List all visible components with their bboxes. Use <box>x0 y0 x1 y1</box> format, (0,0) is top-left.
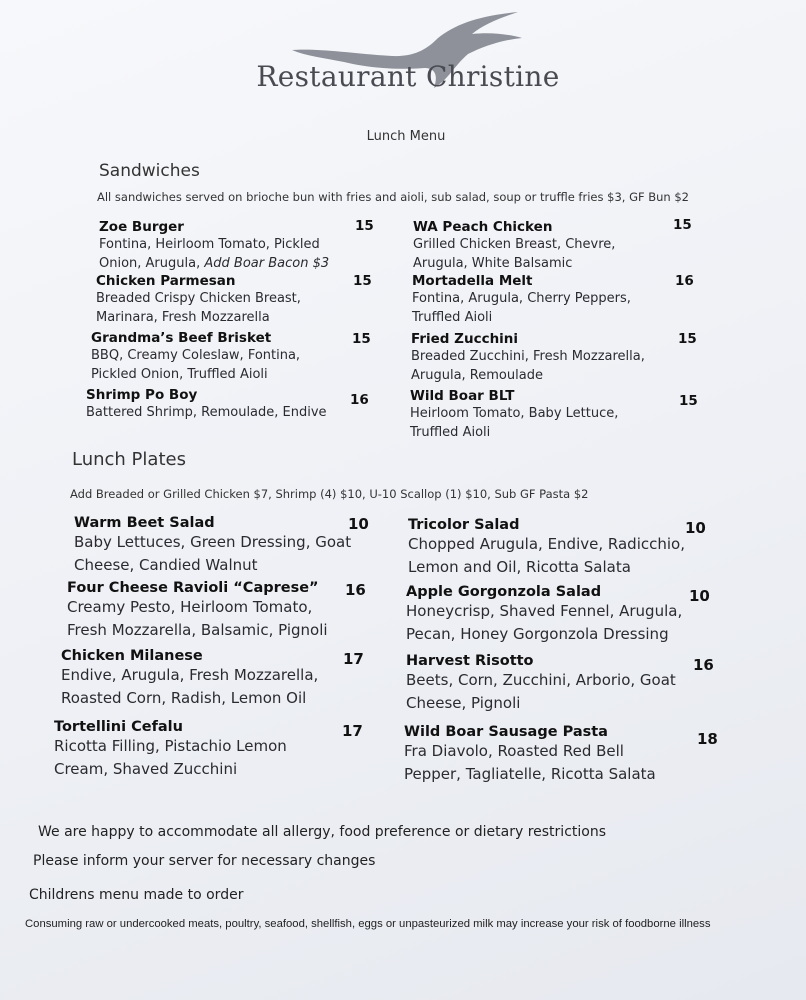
menu-item <box>96 273 301 327</box>
item-name: Shrimp Po Boy <box>86 387 198 403</box>
item-price: 15 <box>355 218 374 234</box>
item-description: Fra Diavolo, Roasted Red Bell Pepper, Tagliatelle, Ricotta Salata <box>404 742 656 783</box>
item-price: 10 <box>348 515 369 533</box>
menu-item <box>411 331 645 385</box>
item-description: Battered Shrimp, Remoulade, Endive <box>86 405 327 420</box>
sandwiches-note: All sandwiches served on brioche bun with fries and aioli, sub salad, soup or truffle fries $3, GF Bun $2 <box>97 190 690 204</box>
menu-item <box>408 517 685 578</box>
menu-item <box>410 388 618 442</box>
item-price: 10 <box>689 587 710 605</box>
menu-item <box>54 719 287 780</box>
lunch-plates-heading: Lunch Plates <box>72 449 186 470</box>
item-description: BBQ, Creamy Coleslaw, Fontina, Pickled Onion, Truffled Aioli <box>91 348 301 382</box>
menu-item <box>406 653 676 714</box>
item-name: Warm Beet Salad <box>74 515 215 531</box>
item-price: 16 <box>350 392 369 408</box>
menu-item <box>412 273 631 327</box>
menu-item <box>404 724 656 785</box>
item-name: Grandma’s Beef Brisket <box>91 330 272 346</box>
item-name: Zoe Burger <box>99 219 184 235</box>
menu-item <box>74 515 351 576</box>
item-description: Chopped Arugula, Endive, Radicchio, Lemon and Oil, Ricotta Salata <box>408 535 685 576</box>
item-price: 17 <box>342 722 363 740</box>
item-price: 16 <box>693 656 714 674</box>
item-description: Grilled Chicken Breast, Chevre, Arugula, White Balsamic <box>413 237 616 271</box>
item-price: 15 <box>679 393 698 409</box>
childrens-menu-note: Childrens menu made to order <box>29 887 244 903</box>
item-description: Heirloom Tomato, Baby Lettuce, Truffled Aioli <box>410 406 619 440</box>
sandwiches-heading: Sandwiches <box>99 161 200 181</box>
item-price: 15 <box>353 273 372 289</box>
item-description: Fontina, Arugula, Cherry Peppers, Truffled Aioli <box>412 291 631 325</box>
item-name: Chicken Milanese <box>61 648 203 664</box>
item-description: Breaded Zucchini, Fresh Mozzarella, Arugula, Remoulade <box>411 349 645 383</box>
item-description: Beets, Corn, Zucchini, Arborio, Goat Cheese, Pignoli <box>406 671 676 712</box>
item-description: Creamy Pesto, Heirloom Tomato, Fresh Mozzarella, Balsamic, Pignoli <box>67 598 328 639</box>
item-description: Fontina, Heirloom Tomato, Pickled Onion, Arugula, Add Boar Bacon $3 <box>99 237 330 271</box>
menu-item <box>413 219 615 273</box>
item-price: 17 <box>343 650 364 668</box>
item-name: Tortellini Cefalu <box>54 719 183 735</box>
item-name: Four Cheese Ravioli “Caprese” <box>67 580 319 596</box>
inform-server-note: Please inform your server for necessary changes <box>33 853 376 869</box>
item-name: WA Peach Chicken <box>413 219 553 235</box>
item-description: Endive, Arugula, Fresh Mozzarella, Roasted Corn, Radish, Lemon Oil <box>61 666 319 707</box>
item-name: Harvest Risotto <box>406 653 534 669</box>
item-name: Mortadella Melt <box>412 273 533 289</box>
menu-item <box>86 387 327 422</box>
menu-item <box>406 584 682 645</box>
menu-item <box>91 330 300 384</box>
item-price: 15 <box>673 217 692 233</box>
item-price: 10 <box>685 519 706 537</box>
item-description: Honeycrisp, Shaved Fennel, Arugula, Pecan, Honey Gorgonzola Dressing <box>406 602 683 643</box>
menu-item <box>99 219 329 273</box>
foodborne-illness-disclaimer: Consuming raw or undercooked meats, poultry, seafood, shellfish, eggs or unpasteurized milk may increase your risk of foodborne illness <box>25 918 711 930</box>
item-name: Chicken Parmesan <box>96 273 236 289</box>
item-name: Wild Boar BLT <box>410 388 515 404</box>
item-name: Apple Gorgonzola Salad <box>406 584 602 600</box>
item-description: Baby Lettuces, Green Dressing, Goat Cheese, Candied Walnut <box>74 533 352 574</box>
lunch-plates-note: Add Breaded or Grilled Chicken $7, Shrimp (4) $10, U-10 Scallop (1) $10, Sub GF Pasta $2 <box>70 487 589 501</box>
menu-name: Lunch Menu <box>366 129 446 144</box>
item-price: 18 <box>697 730 718 748</box>
item-name: Tricolor Salad <box>408 517 520 533</box>
menu-item <box>61 648 318 709</box>
item-name: Fried Zucchini <box>411 331 519 347</box>
item-description: Breaded Crispy Chicken Breast, Marinara, Fresh Mozzarella <box>96 291 301 325</box>
item-price: 15 <box>352 331 371 347</box>
menu-item <box>67 580 328 641</box>
item-name: Wild Boar Sausage Pasta <box>404 724 608 740</box>
item-price: 15 <box>678 331 697 347</box>
restaurant-name: Restaurant Christine <box>256 60 560 93</box>
item-price: 16 <box>675 273 694 289</box>
allergy-note: We are happy to accommodate all allergy, food preference or dietary restrictions <box>38 824 607 840</box>
item-extra: Add Boar Bacon $3 <box>204 256 330 271</box>
item-price: 16 <box>345 581 366 599</box>
item-description: Ricotta Filling, Pistachio Lemon Cream, Shaved Zucchini <box>54 737 287 778</box>
